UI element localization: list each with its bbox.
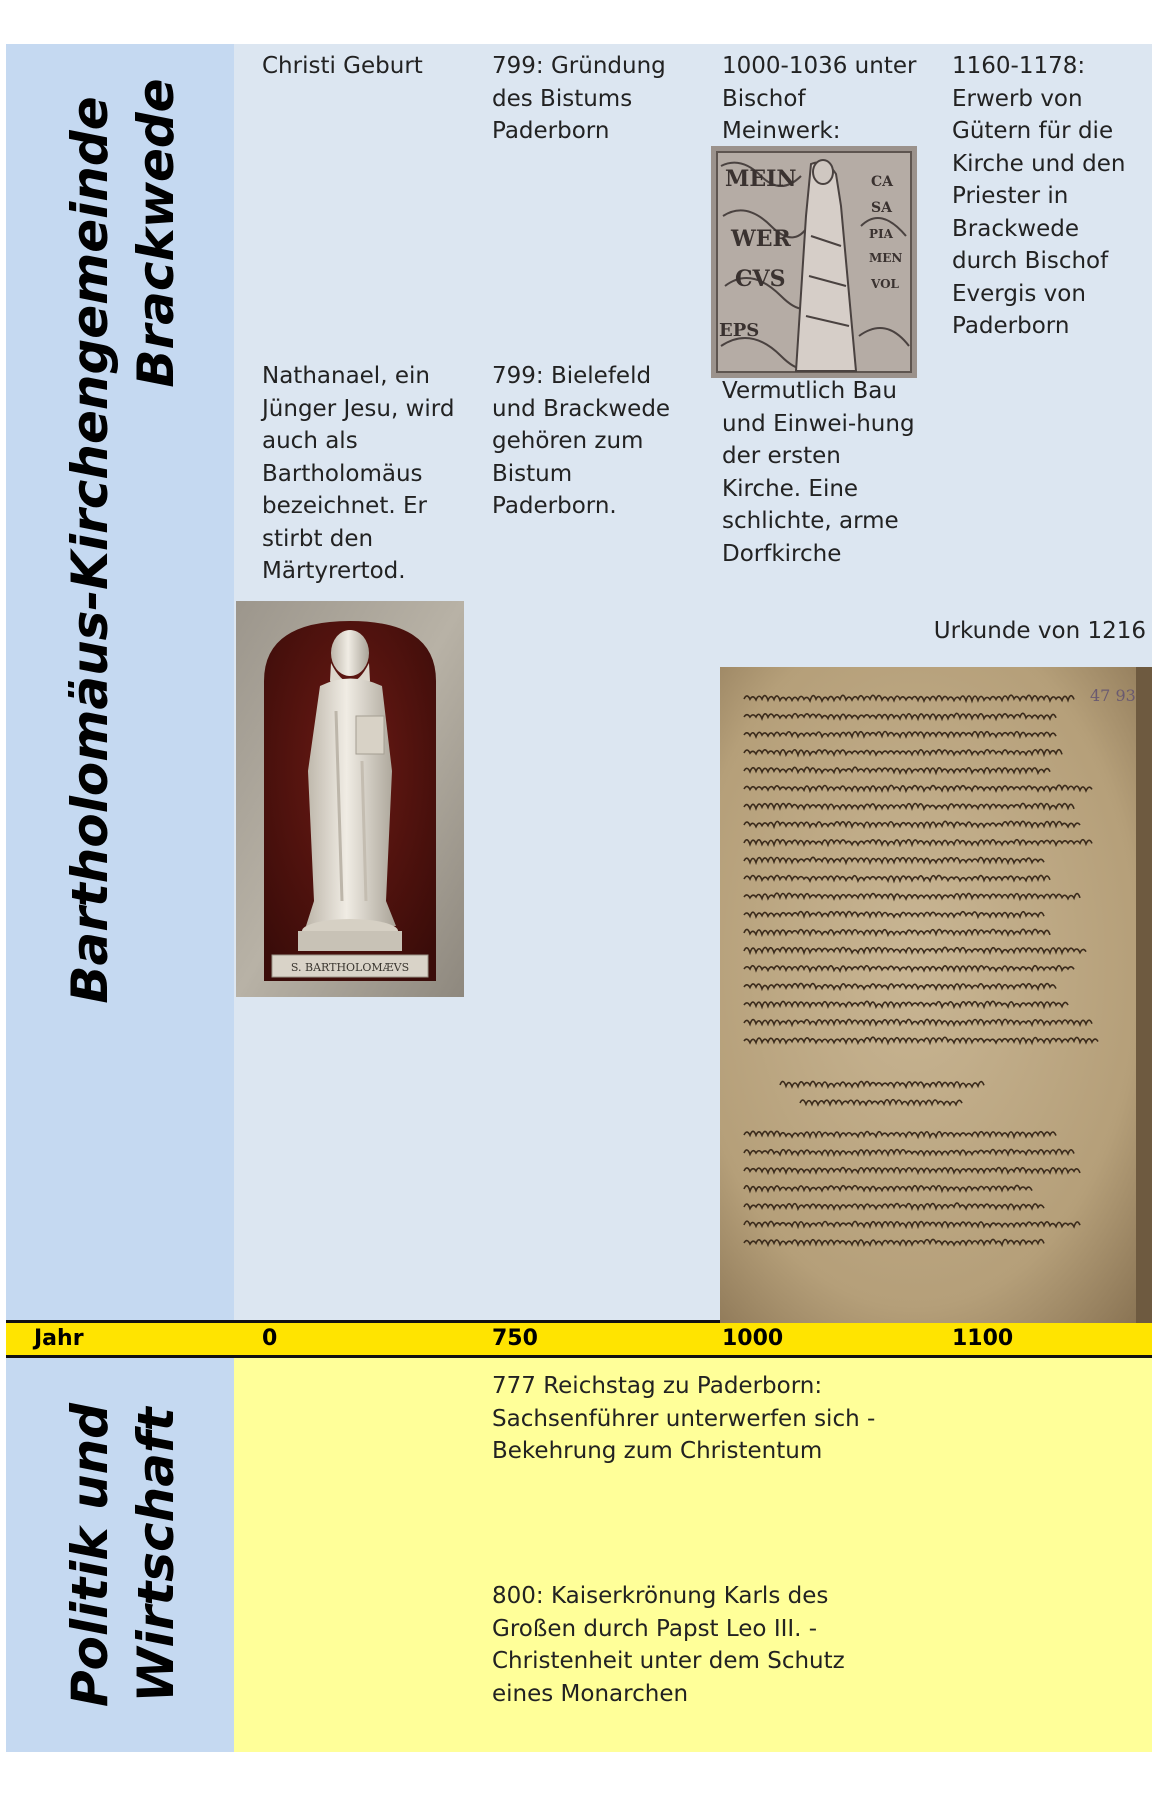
erste-kirche-text: Vermutlich Bau und Einwei-hung der ersten Kirche. Eine schlichte, arme Dorfkirche bbox=[722, 378, 915, 567]
svg-text:EPS: EPS bbox=[719, 320, 760, 341]
svg-text:MEIN: MEIN bbox=[725, 166, 797, 192]
church-title-line2: Brackwede bbox=[127, 78, 185, 388]
bartholomaeus-statue-image bbox=[236, 601, 464, 997]
kaiserkroenung-text: 800: Kaiserkrönung Karls des Großen durch Papst Leo III. - Christenheit unter dem Schutz eines Monarchen bbox=[492, 1583, 845, 1707]
year-750: 750 bbox=[492, 1326, 538, 1351]
meinwerk-relief-image bbox=[711, 146, 917, 378]
bielefeld-brackwede-text: 799: Bielefeld und Brackwede gehören zum Bistum Paderborn. bbox=[492, 363, 671, 519]
urkunde-caption: Urkunde von 1216 bbox=[933, 618, 1146, 644]
urkunde-1216-image bbox=[720, 667, 1152, 1323]
christi-geburt-text: Christi Geburt bbox=[262, 53, 423, 79]
meinwerk-text: 1000-1036 unter Bischof Meinwerk: bbox=[722, 53, 917, 144]
politics-sidebar bbox=[6, 1358, 234, 1752]
year-1100: 1100 bbox=[952, 1326, 1014, 1351]
year-label: Jahr bbox=[34, 1326, 84, 1351]
evergis-text: 1160-1178: Erwerb von Gütern für die Kirche und den Priester in Brackwede durch Bischof Evergis von Paderborn bbox=[952, 53, 1126, 339]
bistum-gruendung-text: 799: Gründung des Bistums Paderborn bbox=[492, 53, 666, 144]
svg-text:CA: CA bbox=[871, 174, 894, 190]
svg-text:CVS: CVS bbox=[735, 266, 786, 292]
church-sidebar bbox=[6, 44, 234, 1320]
politics-title-line1: Politik und bbox=[61, 1403, 119, 1707]
year-1000: 1000 bbox=[722, 1326, 784, 1351]
statue-caption: S. BARTHOLOMÆVS bbox=[290, 961, 410, 974]
svg-text:PIA: PIA bbox=[869, 227, 893, 241]
politics-title-line2: Wirtschaft bbox=[127, 1407, 185, 1703]
church-title-line1: Bartholomäus-Kirchengemeinde bbox=[61, 96, 119, 1004]
nathanael-text: Nathanael, ein Jünger Jesu, wird auch als Bartholomäus bezeichnet. Er stirbt den Märtyrertod. bbox=[262, 363, 455, 584]
reichstag-paderborn-text: 777 Reichstag zu Paderborn: Sachsenführer unterwerfen sich - Bekehrung zum Christentum bbox=[492, 1373, 876, 1464]
svg-text:VOL: VOL bbox=[871, 277, 899, 291]
svg-text:WER: WER bbox=[731, 226, 791, 252]
year-0: 0 bbox=[262, 1326, 278, 1351]
svg-text:SA: SA bbox=[871, 200, 892, 216]
svg-text:47 93: 47 93 bbox=[1090, 686, 1136, 705]
svg-text:MEN: MEN bbox=[869, 251, 903, 265]
